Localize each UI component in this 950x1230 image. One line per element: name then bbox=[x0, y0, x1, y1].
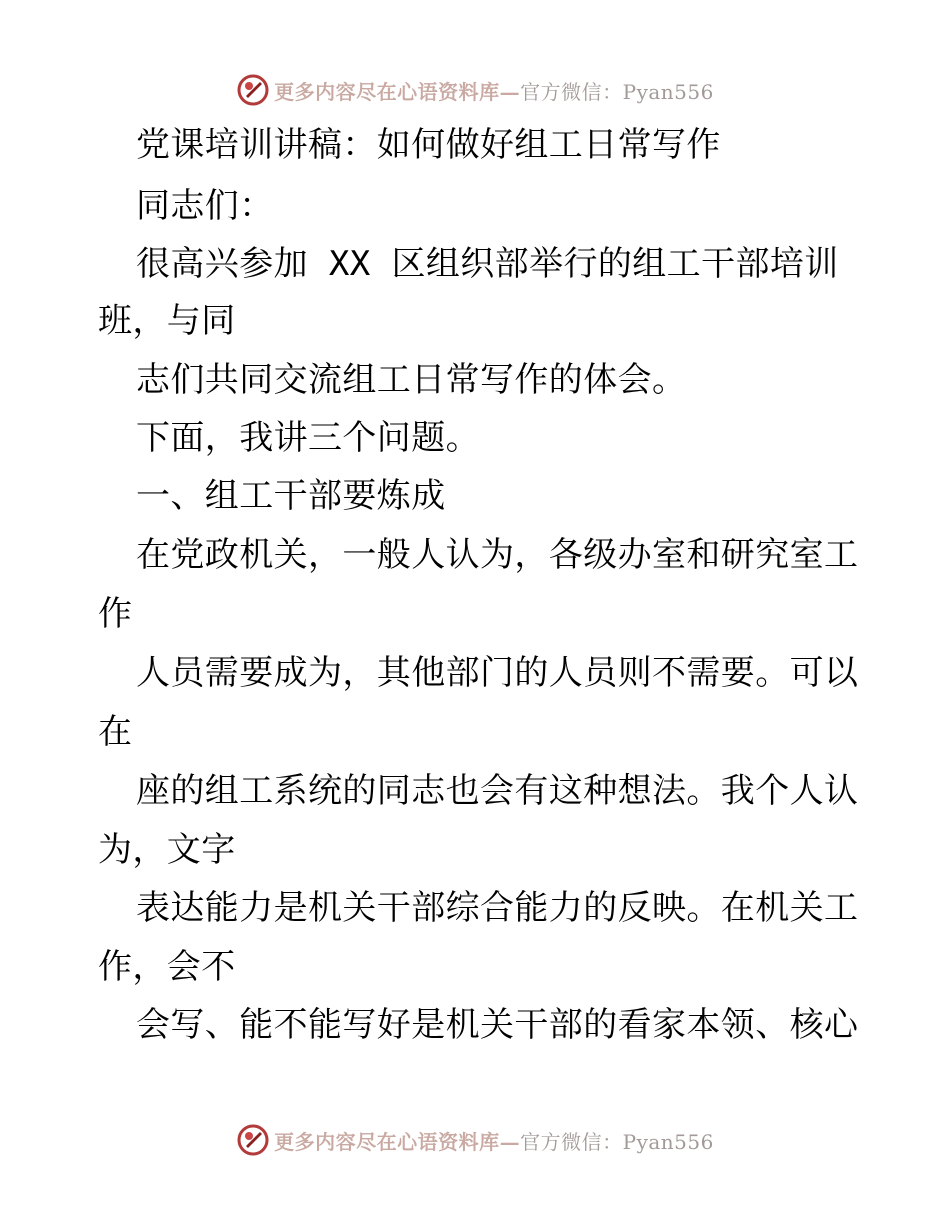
paragraph-line: 为，文字 bbox=[98, 830, 236, 870]
watermark-dash: — bbox=[499, 1129, 521, 1154]
paragraph-line: 座的组工系统的同志也会有这种想法。我个人认 bbox=[136, 771, 859, 811]
logo-icon bbox=[236, 1123, 270, 1157]
salutation: 同志们： bbox=[136, 186, 274, 226]
section-heading: 一、组工干部要炼成 bbox=[136, 476, 446, 516]
footer-watermark bbox=[0, 1120, 950, 1160]
paragraph-line: 人员需要成为，其他部门的人员则不需要。可以 bbox=[136, 653, 859, 693]
watermark-main-text: 更多内容尽在心语资料库 bbox=[274, 79, 500, 104]
watermark-wechat-id: Pyan556 bbox=[622, 1129, 714, 1154]
document-title: 党课培训讲稿：如何做好组工日常写作 bbox=[136, 125, 721, 165]
watermark-wechat-label: 官方微信： bbox=[520, 1129, 623, 1154]
paragraph-line: 班，与同 bbox=[98, 301, 236, 341]
paragraph-line: 作，会不 bbox=[98, 947, 236, 987]
paragraph-line: 表达能力是机关干部综合能力的反映。在机关工 bbox=[136, 888, 859, 928]
watermark-wechat-id: Pyan556 bbox=[622, 79, 714, 104]
paragraph-line: 在党政机关，一般人认为，各级办室和研究室工 bbox=[136, 535, 859, 575]
logo-icon bbox=[236, 73, 270, 107]
watermark-main-text: 更多内容尽在心语资料库 bbox=[274, 1129, 500, 1154]
paragraph-line: 下面，我讲三个问题。 bbox=[136, 418, 480, 458]
paragraph-line: 作 bbox=[98, 594, 133, 634]
paragraph-line: 很高兴参加 XX 区组织部举行的组工干部培训 bbox=[136, 244, 839, 284]
paragraph-line: 会写、能不能写好是机关干部的看家本领、核心 bbox=[136, 1005, 859, 1045]
watermark-dash: — bbox=[499, 79, 521, 104]
paragraph-line: 在 bbox=[98, 712, 133, 752]
paragraph-line: 志们共同交流组工日常写作的体会。 bbox=[136, 360, 687, 400]
header-watermark bbox=[0, 70, 950, 110]
watermark-wechat-label: 官方微信： bbox=[520, 79, 623, 104]
